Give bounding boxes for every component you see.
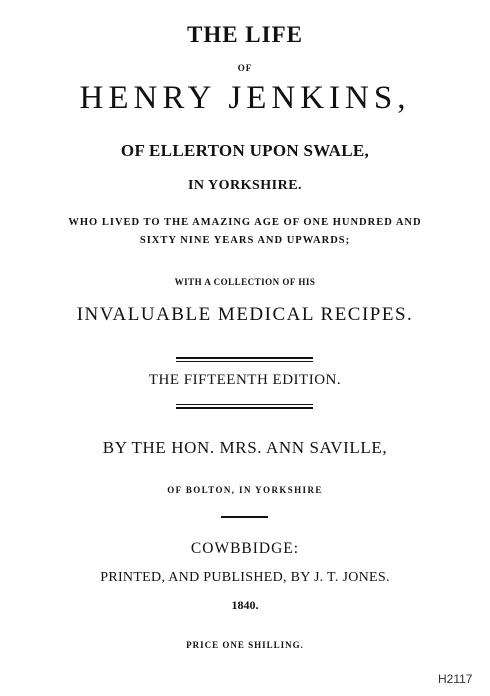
double-rule-lower-thick (176, 407, 313, 409)
title-the-life: THE LIFE (186, 22, 303, 47)
imprint-year: 1840. (231, 598, 259, 612)
subject-county: IN YORKSHIRE. (187, 178, 303, 193)
title-of: OF (237, 63, 253, 73)
imprint-town: COWBBIDGE: (190, 540, 300, 557)
author-name: BY THE HON. MRS. ANN SAVILLE, (102, 438, 388, 457)
description-line-1: WHO LIVED TO THE AMAZING AGE OF ONE HUNDRED AND (68, 217, 422, 228)
price-line: PRICE ONE SHILLING. (186, 640, 304, 650)
imprint-printer: PRINTED, AND PUBLISHED, BY J. T. JONES. (100, 570, 390, 585)
edition-line: THE FIFTEENTH EDITION. (148, 372, 342, 388)
subject-place: OF ELLERTON UPON SWALE, (120, 141, 370, 160)
subject-name: HENRY JENKINS, (79, 80, 411, 116)
catalog-number: H2117 (438, 672, 473, 686)
short-rule (221, 516, 268, 518)
double-rule-upper-thin (176, 361, 313, 362)
collection-line: WITH A COLLECTION OF HIS (174, 277, 316, 287)
recipes-line: INVALUABLE MEDICAL RECIPES. (76, 304, 414, 325)
description-line-2: SIXTY NINE YEARS AND UPWARDS; (139, 235, 351, 246)
double-rule-lower-thin (176, 404, 313, 405)
double-rule-upper-thick (176, 357, 313, 359)
author-residence: OF BOLTON, IN YORKSHIRE (167, 485, 323, 495)
